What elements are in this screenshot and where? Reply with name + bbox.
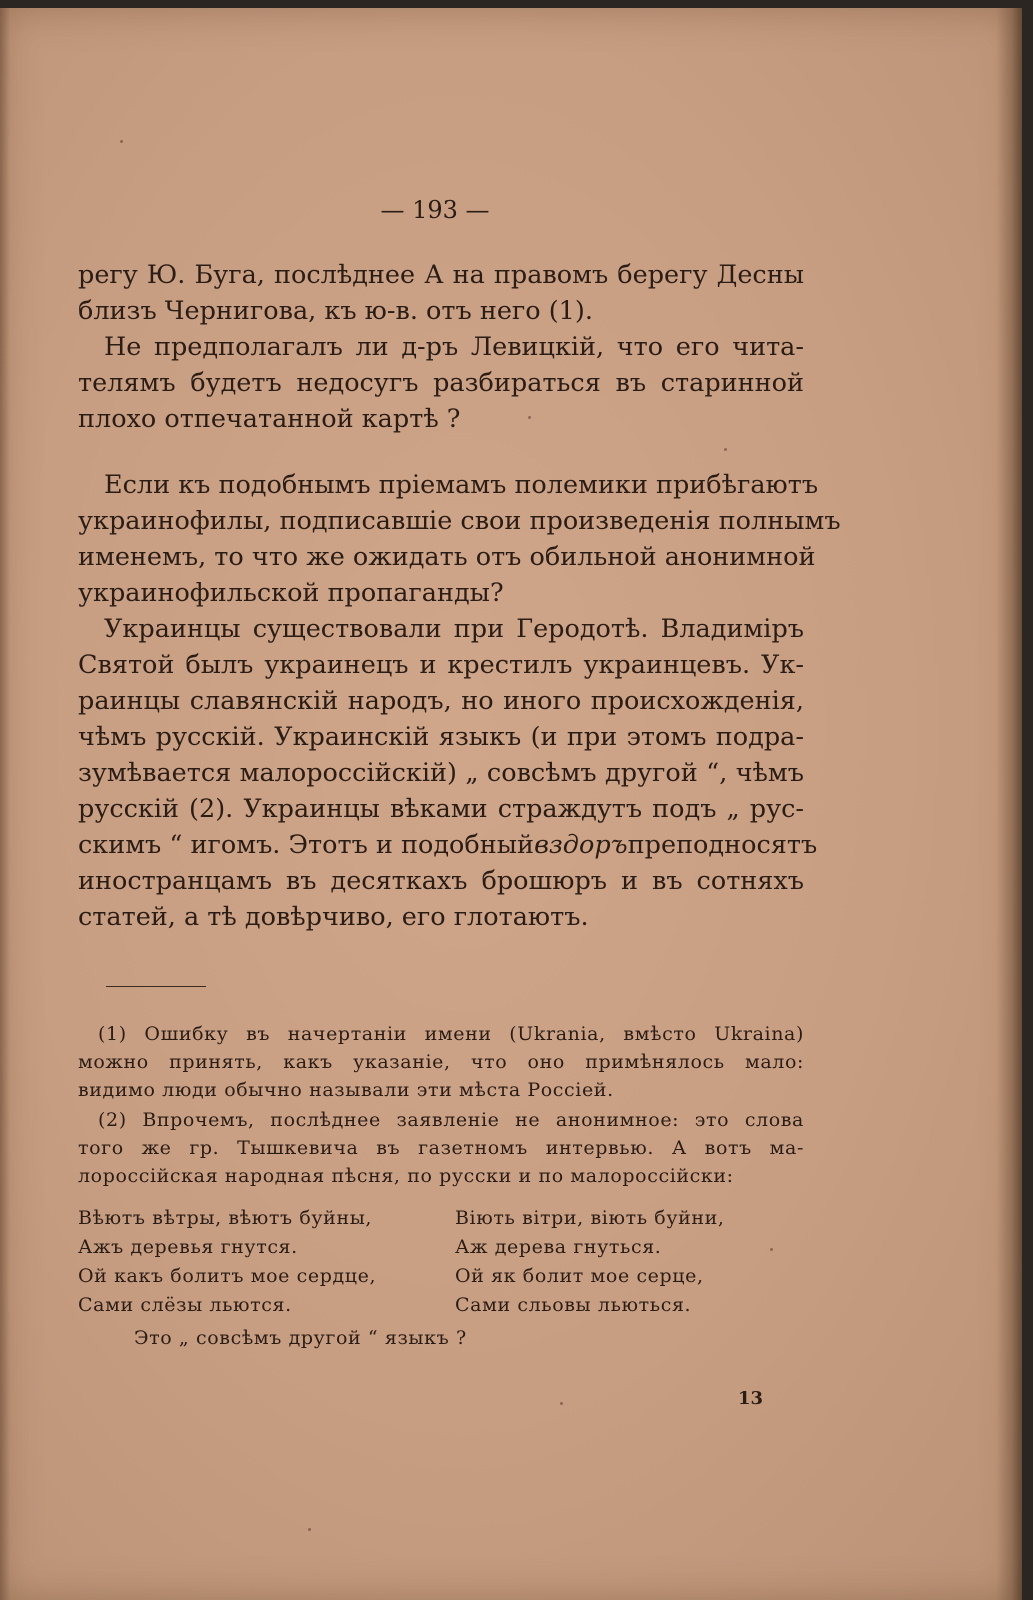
- body-line: регу Ю. Буга, послѣднее А на правомъ берегу Десны: [78, 260, 804, 290]
- footnote-line: (2) Впрочемъ, послѣднее заявленіе не анонимное: это слова: [98, 1109, 804, 1131]
- body-line: Если къ подобнымъ пріемамъ полемики прибѣгаютъ: [104, 470, 819, 500]
- body-line: украинофилы, подписавшіе свои произведенія полнымъ: [78, 506, 841, 536]
- paper-speck: [724, 448, 727, 451]
- closing-question: Это „ совсѣмъ другой “ языкъ ?: [134, 1327, 467, 1349]
- body-line: статей, а тѣ довѣрчиво, его глотаютъ.: [78, 902, 589, 932]
- footnote-line: того же гр. Тышкевича въ газетномъ интервью. А вотъ ма-: [78, 1137, 804, 1159]
- footnote-line: (1) Ошибку въ начертаніи имени (Ukrania, вмѣсто Ukraina): [98, 1023, 804, 1045]
- body-line: чѣмъ русскій. Украинскій языкъ (и при этомъ подра-: [78, 722, 804, 752]
- footnote-line: лороссійская народная пѣсня, по русски и по малороссійски:: [78, 1165, 734, 1187]
- body-line: раинцы славянскій народъ, но иного происхожденія,: [78, 686, 804, 716]
- body-line: Не предполагалъ ли д-ръ Левицкій, что его чита-: [104, 332, 804, 362]
- body-line-text: скимъ “ игомъ. Этотъ и подобный: [78, 830, 535, 860]
- body-line-text: преподносятъ: [627, 830, 818, 860]
- body-line: украинофильской пропаганды?: [78, 578, 504, 608]
- body-line: Украинцы существовали при Геродотѣ. Владиміръ: [104, 614, 804, 644]
- verse-ukrainian-line: Ой як болит мое серце,: [455, 1265, 704, 1287]
- footnote-separator: [106, 986, 206, 987]
- body-line: зумѣвается малороссійскій) „ совсѣмъ другой “, чѣмъ: [78, 758, 804, 788]
- paper-speck: [560, 1402, 563, 1405]
- body-line: Святой былъ украинецъ и крестилъ украинцевъ. Ук-: [78, 650, 804, 680]
- verse-ukrainian-line: Віють вітри, віють буйни,: [455, 1207, 725, 1229]
- paper-speck: [120, 140, 123, 143]
- page-number: — 193 —: [380, 196, 490, 224]
- signature-mark: 13: [738, 1388, 764, 1409]
- verse-ukrainian-line: Сами сльовы льються.: [455, 1294, 692, 1316]
- verse-russian-line: Сами слёзы льются.: [78, 1294, 292, 1316]
- body-line: русскій (2). Украинцы вѣками страждутъ подъ „ рус-: [78, 794, 804, 824]
- paper-speck: [770, 1248, 773, 1251]
- body-line: близъ Чернигова, къ ю-в. отъ него (1).: [78, 296, 593, 326]
- paper-speck: [528, 416, 531, 419]
- body-line: [78, 828, 818, 862]
- body-line: именемъ, то что же ожидать отъ обильной анонимной: [78, 542, 816, 572]
- verse-ukrainian-line: Аж дерева гнуться.: [455, 1236, 662, 1258]
- verse-russian-line: Вѣютъ вѣтры, вѣютъ буйны,: [78, 1207, 373, 1229]
- italic-word: вздоръ: [534, 830, 628, 860]
- verse-russian-line: Ажъ деревья гнутся.: [78, 1236, 298, 1258]
- body-line: иностранцамъ въ десяткахъ брошюръ и въ сотняхъ: [78, 866, 804, 896]
- verse-russian-line: Ой какъ болитъ мое сердце,: [78, 1265, 377, 1287]
- book-page: [0, 8, 1022, 1600]
- body-line: плохо отпечатанной картѣ ?: [78, 404, 461, 434]
- body-line: телямъ будетъ недосугъ разбираться въ старинной: [78, 368, 804, 398]
- footnote-line: видимо люди обычно называли эти мѣста Россіей.: [78, 1079, 614, 1101]
- footnote-line: можно принять, какъ указаніе, что оно примѣнялось мало:: [78, 1051, 804, 1073]
- paper-speck: [308, 1528, 311, 1531]
